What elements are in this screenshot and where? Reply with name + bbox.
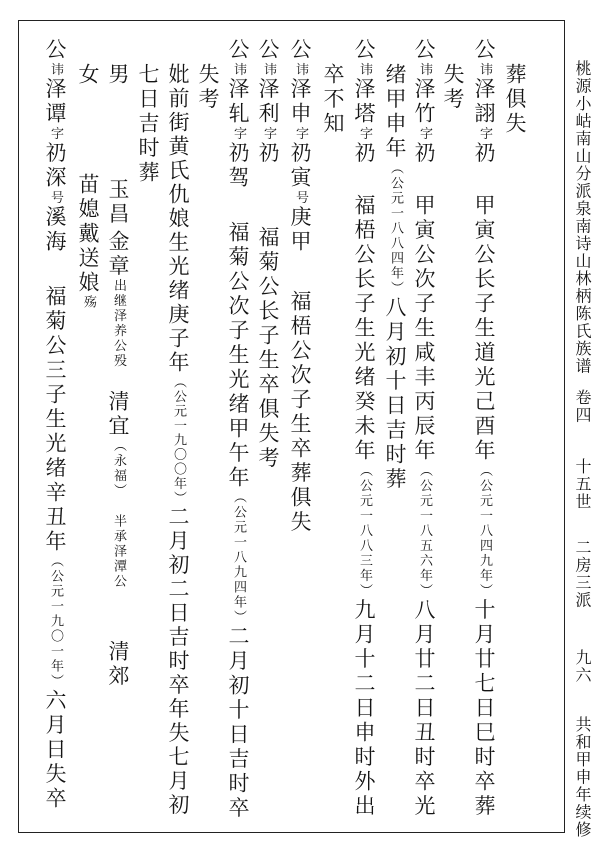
given-name: 泽谭 (43, 77, 67, 127)
continuation-text: 失考 (196, 63, 220, 112)
taboo-name-label: 讳 (48, 62, 63, 78)
gregorian-year-note: （公元一八八四年） (388, 161, 403, 296)
book-title: 桃源小岵南山分派泉南诗山林柄陈氏族谱 (573, 60, 592, 375)
entry-column (351, 38, 377, 838)
biography-text: 二月初十日吉时卒 (226, 625, 250, 821)
taboo-name-label: 讳 (261, 62, 276, 78)
taboo-name-label: 讳 (477, 62, 492, 78)
daughter-name: 苗媳戴送娘 (76, 172, 100, 295)
honorific: 公 (256, 38, 280, 63)
courtesy-name: 礽驾 (226, 141, 250, 191)
honorific: 公 (472, 38, 496, 63)
generation-label: 十五世 (573, 458, 592, 511)
continuation-text: 失考 (441, 63, 465, 112)
sons-label: 男 (106, 63, 130, 88)
entry-column (471, 38, 497, 838)
page-number: 九六 (573, 648, 592, 684)
given-name: 泽詡 (472, 77, 496, 127)
courtesy-name: 礽 (472, 141, 496, 166)
given-name: 泽轧 (226, 77, 250, 127)
continuation-column (135, 63, 161, 850)
continuation-column (195, 63, 221, 850)
taboo-name-label: 讳 (417, 62, 432, 78)
continuation-text: 七日吉时葬 (136, 63, 160, 186)
given-name: 泽塔 (352, 77, 376, 127)
taboo-name-label: 讳 (357, 62, 372, 78)
entry-column (225, 38, 251, 838)
entry-column (255, 38, 281, 838)
continuation-column (502, 63, 528, 850)
son-alias-note: （永福） (111, 438, 126, 499)
biography-text: 福菊公三子生光绪辛丑年 (43, 284, 67, 554)
daughter-note: 殇 (81, 295, 96, 310)
biography-text: 九月十二日申时外出 (352, 598, 376, 819)
courtesy-name-label: 字 (48, 126, 63, 142)
courtesy-name: 礽 (352, 141, 376, 166)
spouse-column (165, 63, 191, 850)
gregorian-year-note: （公元一九〇一年） (48, 554, 63, 689)
edition-note: 共和甲申年续修 (573, 715, 592, 838)
gregorian-year-note: （公元一八四九年） (477, 463, 492, 599)
art-name-label: 号 (293, 190, 308, 206)
spouse-text: 二月初二日吉时卒年失七月初 (166, 505, 190, 818)
son-name: 玉昌 (106, 177, 130, 227)
given-name: 泽利 (256, 77, 280, 127)
gregorian-year-note: （公元一八五六年） (417, 463, 432, 599)
biography-text: 福梧公长子生光绪癸未年 (352, 194, 376, 464)
son-name: 金章 (106, 229, 130, 279)
entry-column (287, 38, 313, 838)
spouse-text: 妣前街黄氏仇娘生光绪庚子年 (166, 63, 190, 375)
biography-text: 福菊公长子生卒俱失考 (256, 226, 280, 471)
art-name-label: 号 (48, 190, 63, 206)
volume-number: 卷四 (573, 389, 592, 424)
biography-text: 甲寅公次子生咸丰丙辰年 (412, 194, 436, 464)
continuation-text: 葬俱失 (503, 63, 527, 137)
continuation-column (320, 63, 346, 850)
art-name: 庚甲 (288, 205, 312, 255)
courtesy-name-label: 字 (231, 126, 246, 142)
courtesy-name: 礽深 (43, 141, 67, 191)
biography-text: 六月日失卒 (43, 689, 67, 812)
art-name: 溪海 (43, 205, 67, 255)
courtesy-name-label: 字 (261, 126, 276, 142)
taboo-name-label: 讳 (231, 62, 246, 78)
gregorian-year-note: （公元一八八三年） (357, 463, 372, 599)
biography-text: 八月廿二日丑时卒光 (412, 598, 436, 819)
continuation-text: 八月初十日吉时葬 (383, 296, 407, 492)
gregorian-year-note: （公元一八九四年） (231, 490, 246, 625)
honorific: 公 (288, 38, 312, 63)
running-header (569, 60, 595, 850)
sons-column (105, 63, 131, 850)
biography-text: 十月廿七日巳时卒葬 (472, 598, 496, 819)
honorific: 公 (226, 38, 250, 63)
gregorian-year-note: （公元一九〇〇年） (171, 375, 186, 506)
courtesy-name-label: 字 (417, 126, 432, 142)
courtesy-name-label: 字 (357, 126, 372, 142)
courtesy-name: 礽寅 (288, 141, 312, 191)
courtesy-name: 礽 (412, 141, 436, 166)
daughters-label: 女 (76, 63, 100, 88)
courtesy-name: 礽 (256, 141, 280, 166)
daughters-column (75, 63, 101, 850)
son-note: 半承泽潭公 (111, 513, 126, 589)
son-name: 清宜 (106, 389, 130, 439)
honorific: 公 (43, 38, 67, 63)
son-name: 清郊 (106, 639, 130, 689)
taboo-name-label: 讳 (293, 62, 308, 78)
continuation-column (440, 63, 466, 850)
courtesy-name-label: 字 (293, 126, 308, 142)
entry-column (411, 38, 437, 838)
honorific: 公 (412, 38, 436, 63)
branch-label: 二房三派 (573, 538, 592, 609)
honorific: 公 (352, 38, 376, 63)
entry-column (42, 38, 68, 838)
biography-text: 福菊公次子生光绪甲午年 (226, 220, 250, 490)
biography-text: 福梧公次子生卒葬俱失 (288, 289, 312, 535)
son-note: 出继泽养公殁 (111, 278, 126, 369)
biography-text: 甲寅公长子生道光己酉年 (472, 194, 496, 464)
given-name: 泽申 (288, 77, 312, 127)
continuation-text: 绪甲申年 (383, 63, 407, 161)
given-name: 泽竹 (412, 77, 436, 127)
courtesy-name-label: 字 (477, 126, 492, 142)
continuation-text: 卒不知 (321, 63, 345, 137)
continuation-column (382, 63, 408, 850)
